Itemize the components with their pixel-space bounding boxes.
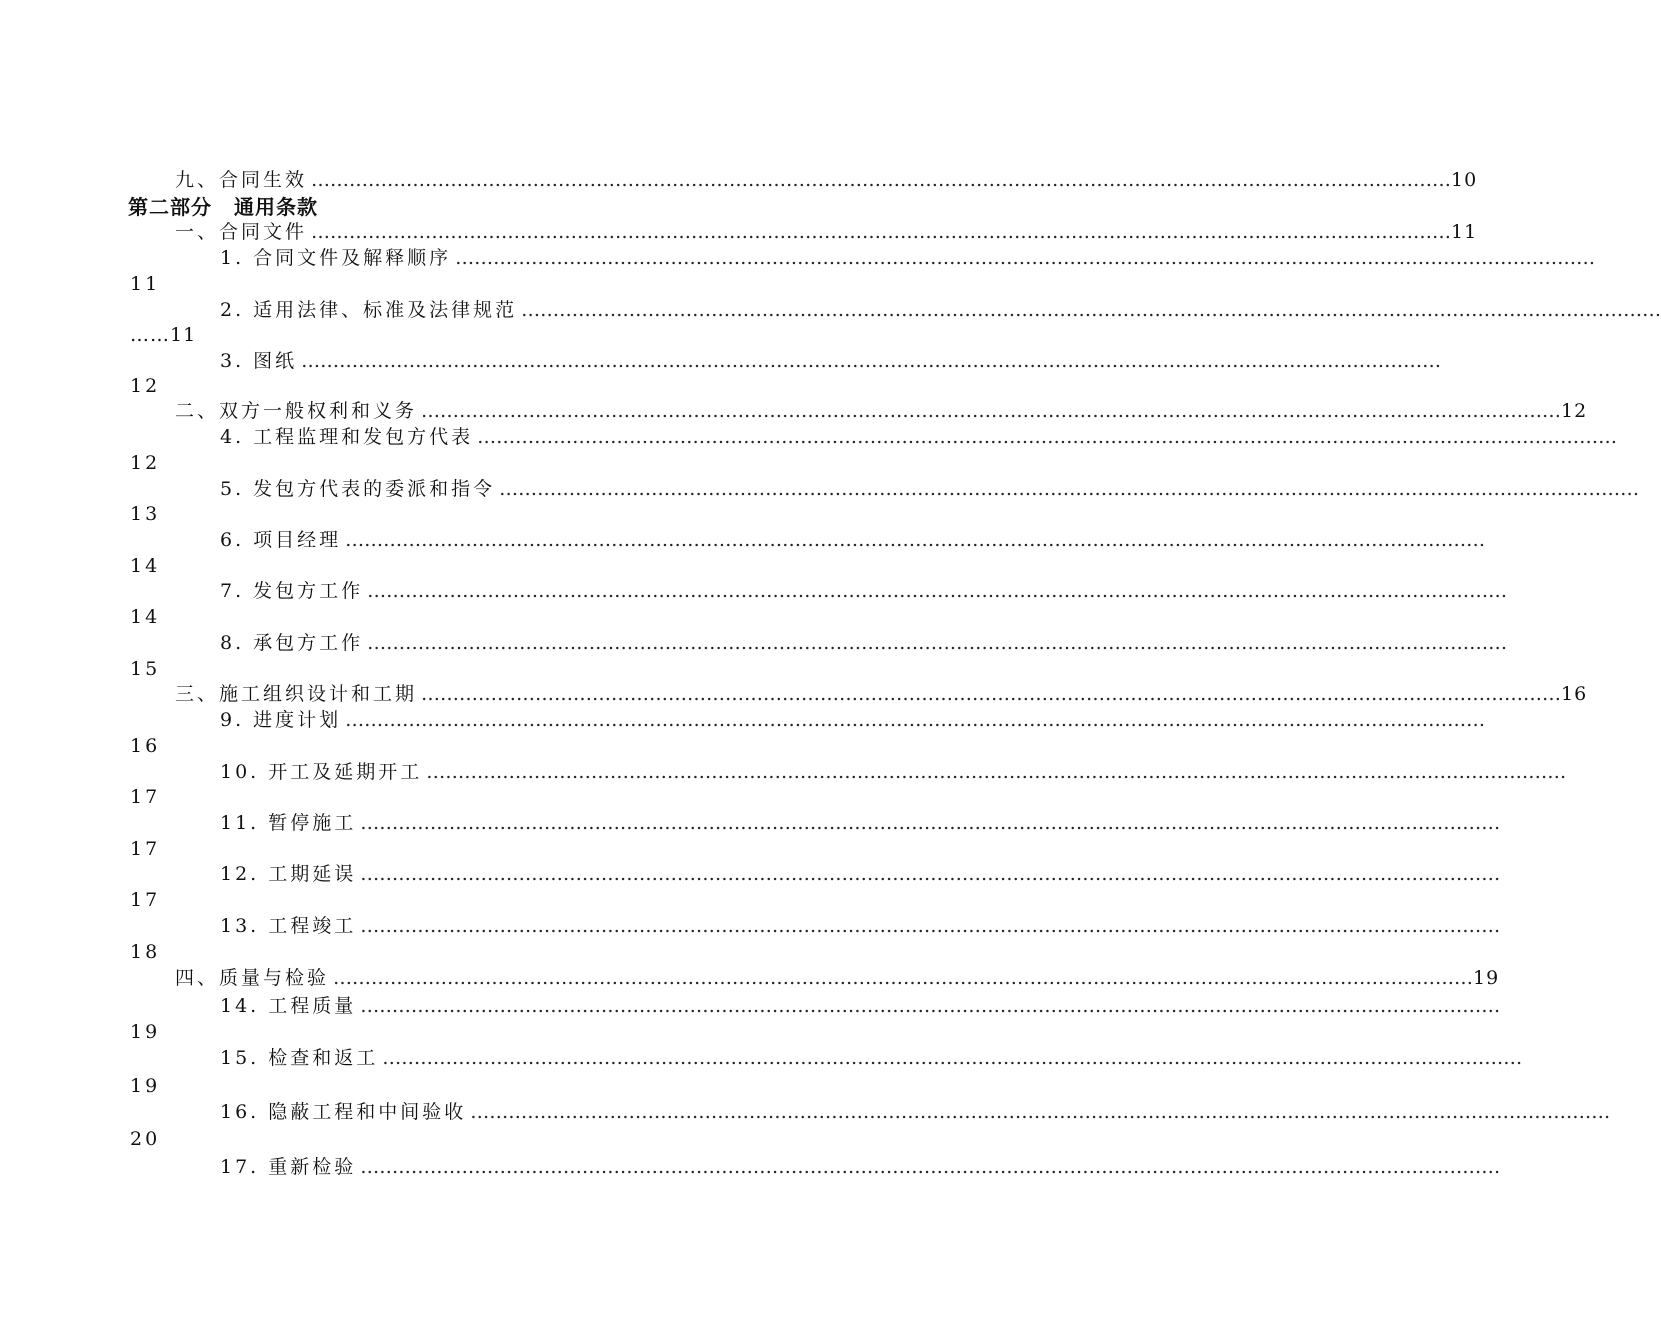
toc-item-1[interactable]	[220, 246, 1596, 270]
toc-item-17[interactable]	[220, 1155, 1501, 1179]
toc-item-label: 8. 承包方工作	[220, 632, 364, 654]
part-title: 第二部分	[128, 195, 212, 219]
toc-item-label: 12. 工期延误	[220, 863, 357, 885]
toc-section-label: 二、双方一般权利和义务	[175, 400, 418, 422]
toc-section-3[interactable]	[175, 682, 1588, 706]
toc-item-label: 9. 进度计划	[220, 709, 342, 731]
toc-page-number: 12	[130, 375, 161, 397]
toc-page-number: 16	[1561, 683, 1588, 705]
toc-leader-dots: ………………………………………………………………………………………………………………………………………………………………	[345, 529, 1486, 551]
toc-item-13[interactable]	[220, 914, 1501, 938]
toc-page-number: 11	[1451, 221, 1478, 243]
toc-page-number: 15	[130, 658, 161, 680]
toc-item-label: 11. 暂停施工	[220, 812, 357, 834]
toc-item-5[interactable]	[220, 477, 1640, 501]
toc-page-number: 10	[1451, 169, 1478, 191]
toc-page-number: 13	[130, 503, 161, 525]
toc-page-number: 14	[130, 606, 161, 628]
toc-leader-dots: ………………………………………………………………………………………………………………………………………………………………	[455, 247, 1596, 269]
toc-leader-dots: ………………………………………………………………………………………………………………………………………………………………	[367, 632, 1508, 654]
toc-page-number: 12	[1561, 400, 1588, 422]
toc-item-16[interactable]	[220, 1100, 1611, 1124]
toc-section-label: 四、质量与检验	[175, 967, 330, 989]
toc-item-14[interactable]	[220, 994, 1501, 1018]
toc-leader-dots: ………………………………………………………………………………………………………………………………………………………………	[426, 761, 1567, 783]
part-subtitle: 通用条款	[234, 195, 318, 219]
toc-item-label: 15. 检查和返工	[220, 1047, 379, 1069]
toc-page-number: 11	[130, 273, 161, 295]
toc-item-label: 7. 发包方工作	[220, 580, 364, 602]
toc-page-number: 19	[130, 1075, 161, 1097]
toc-leader-dots: ………………………………………………………………………………………………………………………………………………………………	[360, 1156, 1501, 1178]
toc-leader-dots: ………………………………………………………………………………………………………………………………………………………………	[421, 400, 1562, 422]
toc-leader-dots: ………………………………………………………………………………………………………………………………………………………………	[367, 580, 1508, 602]
toc-item-8[interactable]	[220, 631, 1508, 655]
toc-item-3[interactable]	[220, 349, 1442, 373]
toc-section-9[interactable]	[175, 168, 1478, 192]
toc-page-number: 14	[130, 555, 161, 577]
toc-leader-dots: ………………………………………………………………………………………………………………………………………………………………	[360, 995, 1501, 1017]
toc-item-4[interactable]	[220, 425, 1618, 449]
toc-item-label: 1. 合同文件及解释顺序	[220, 247, 452, 269]
toc-item-7[interactable]	[220, 579, 1508, 603]
toc-page-number: 19	[1473, 967, 1500, 989]
toc-leader-dots: ………………………………………………………………………………………………………………………………………………………………	[311, 169, 1452, 191]
toc-page-number: 12	[130, 452, 161, 474]
toc-page-number: 17	[130, 889, 161, 911]
toc-leader-dots: ………………………………………………………………………………………………………………………………………………………………	[382, 1047, 1523, 1069]
toc-leader-dots: ………………………………………………………………………………………………………………………………………………………………	[311, 221, 1452, 243]
toc-page-number: 18	[130, 941, 161, 963]
toc-leader-dots: ………………………………………………………………………………………………………………………………………………………………	[360, 812, 1501, 834]
toc-item-label: 10. 开工及延期开工	[220, 761, 423, 783]
toc-item-label: 3. 图纸	[220, 350, 298, 372]
toc-page-number: 16	[130, 735, 161, 757]
toc-section-label: 九、合同生效	[175, 169, 308, 191]
toc-leader-dots: ………………………………………………………………………………………………………………………………………………………………	[470, 1101, 1611, 1123]
toc-item-10[interactable]	[220, 760, 1567, 784]
toc-leader-dots: ………………………………………………………………………………………………………………………………………………………………	[345, 709, 1486, 731]
toc-section-2[interactable]	[175, 399, 1588, 423]
toc-leader-dots: ………………………………………………………………………………………………………………………………………………………………	[360, 915, 1501, 937]
toc-page-number: 17	[130, 838, 161, 860]
toc-item-6[interactable]	[220, 528, 1486, 552]
toc-leader-dots: ………………………………………………………………………………………………………………………………………………………………	[421, 683, 1562, 705]
toc-item-11[interactable]	[220, 811, 1501, 835]
toc-item-label: 13. 工程竣工	[220, 915, 357, 937]
toc-leader-dots: ………………………………………………………………………………………………………………………………………………………………	[301, 350, 1442, 372]
toc-item-12[interactable]	[220, 862, 1501, 886]
toc-leader-dots: ………………………………………………………………………………………………………………………………………………………………	[333, 967, 1474, 989]
toc-page-number: ……11	[130, 324, 197, 346]
toc-page-number: 19	[130, 1021, 161, 1043]
toc-item-label: 2. 适用法律、标准及法律规范	[220, 299, 518, 321]
toc-page-number: 17	[130, 786, 161, 808]
toc-section-1[interactable]	[175, 220, 1478, 244]
toc-item-label: 14. 工程质量	[220, 995, 357, 1017]
toc-leader-dots: ………………………………………………………………………………………………………………………………………………………………	[499, 478, 1640, 500]
toc-item-2[interactable]	[220, 298, 1661, 322]
toc-leader-dots: ………………………………………………………………………………………………………………………………………………………………	[477, 426, 1618, 448]
toc-item-label: 6. 项目经理	[220, 529, 342, 551]
toc-item-label: 4. 工程监理和发包方代表	[220, 426, 474, 448]
toc-item-15[interactable]	[220, 1046, 1523, 1070]
toc-item-9[interactable]	[220, 708, 1486, 732]
toc-item-label: 5. 发包方代表的委派和指令	[220, 478, 496, 500]
toc-leader-dots: ………………………………………………………………………………………………………………………………………………………………	[521, 299, 1661, 321]
toc-section-label: 一、合同文件	[175, 221, 308, 243]
toc-page-number: 20	[130, 1128, 161, 1150]
toc-section-4[interactable]	[175, 966, 1500, 990]
toc-section-label: 三、施工组织设计和工期	[175, 683, 418, 705]
toc-item-label: 17. 重新检验	[220, 1156, 357, 1178]
toc-leader-dots: ………………………………………………………………………………………………………………………………………………………………	[360, 863, 1501, 885]
toc-item-label: 16. 隐蔽工程和中间验收	[220, 1101, 467, 1123]
part-heading	[128, 195, 318, 219]
